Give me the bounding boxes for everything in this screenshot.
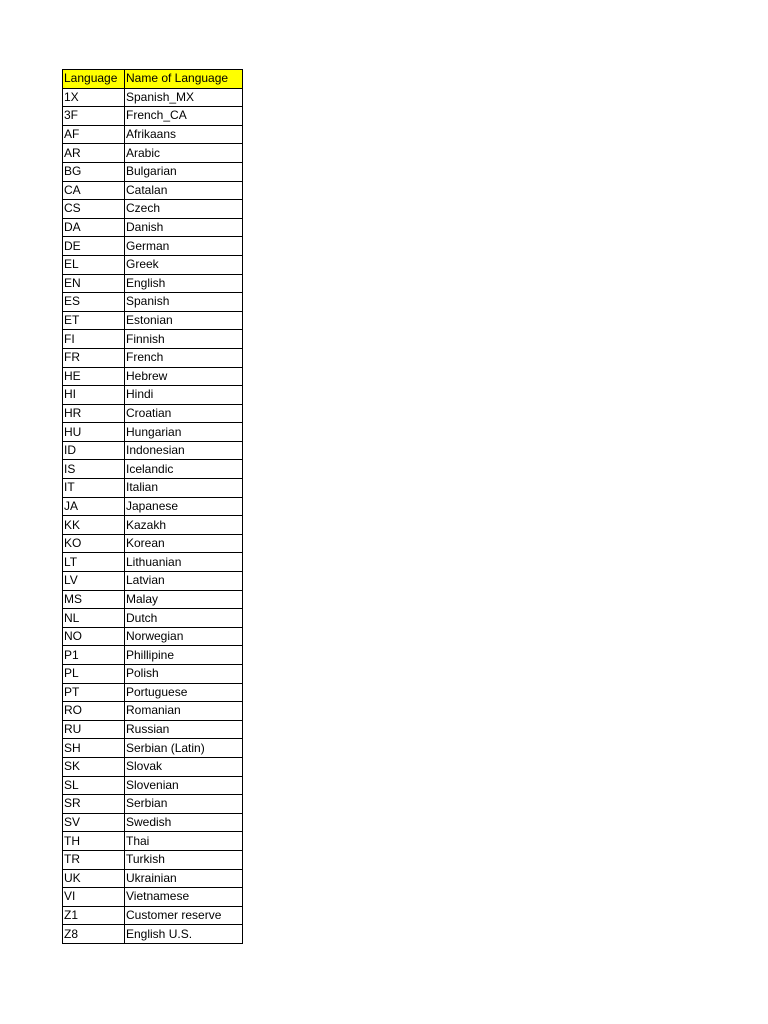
language-code-sheet	[62, 69, 243, 944]
table-row	[63, 516, 243, 535]
language-name-cell: French_CA	[125, 107, 243, 126]
table-row	[63, 311, 243, 330]
table-row	[63, 107, 243, 126]
language-name-cell: English	[125, 274, 243, 293]
language-name-cell: French	[125, 348, 243, 367]
table-row	[63, 88, 243, 107]
language-code-cell: HU	[63, 423, 125, 442]
language-code-cell: SR	[63, 795, 125, 814]
language-name-cell: Spanish	[125, 293, 243, 312]
table-row	[63, 906, 243, 925]
language-code-cell: RO	[63, 702, 125, 721]
language-code-cell: KO	[63, 534, 125, 553]
language-name-cell: Korean	[125, 534, 243, 553]
language-name-cell: Icelandic	[125, 460, 243, 479]
language-name-cell: Romanian	[125, 702, 243, 721]
language-name-cell: Serbian (Latin)	[125, 739, 243, 758]
table-row	[63, 200, 243, 219]
language-name-cell: Indonesian	[125, 441, 243, 460]
language-name-cell: Malay	[125, 590, 243, 609]
language-code-cell: TR	[63, 850, 125, 869]
language-code-cell: CA	[63, 181, 125, 200]
language-code-cell: JA	[63, 497, 125, 516]
language-code-cell: PT	[63, 683, 125, 702]
language-code-cell: SK	[63, 757, 125, 776]
table-body	[63, 88, 243, 943]
language-code-cell: IT	[63, 479, 125, 498]
table-row	[63, 367, 243, 386]
language-table	[62, 69, 243, 944]
language-code-cell: NL	[63, 609, 125, 628]
table-row	[63, 125, 243, 144]
language-name-cell: Ukrainian	[125, 869, 243, 888]
table-row	[63, 925, 243, 944]
language-code-cell: ID	[63, 441, 125, 460]
table-row	[63, 888, 243, 907]
table-row	[63, 348, 243, 367]
table-row	[63, 832, 243, 851]
table-row	[63, 795, 243, 814]
language-name-cell: Portuguese	[125, 683, 243, 702]
language-name-cell: Danish	[125, 218, 243, 237]
language-name-cell: Customer reserve	[125, 906, 243, 925]
table-row	[63, 534, 243, 553]
language-code-cell: IS	[63, 460, 125, 479]
language-name-cell: Japanese	[125, 497, 243, 516]
language-code-cell: ET	[63, 311, 125, 330]
language-name-cell: Bulgarian	[125, 162, 243, 181]
language-name-cell: Hindi	[125, 386, 243, 405]
language-name-cell: Swedish	[125, 813, 243, 832]
language-code-cell: LT	[63, 553, 125, 572]
table-row	[63, 404, 243, 423]
language-code-cell: P1	[63, 646, 125, 665]
language-code-cell: DA	[63, 218, 125, 237]
language-name-cell: Catalan	[125, 181, 243, 200]
language-code-cell: HI	[63, 386, 125, 405]
language-name-cell: Turkish	[125, 850, 243, 869]
table-row	[63, 330, 243, 349]
table-row	[63, 627, 243, 646]
table-row	[63, 144, 243, 163]
table-row	[63, 813, 243, 832]
language-name-cell: Greek	[125, 255, 243, 274]
language-name-cell: Phillipine	[125, 646, 243, 665]
table-row	[63, 218, 243, 237]
header-row	[63, 70, 243, 89]
language-code-cell: FI	[63, 330, 125, 349]
table-row	[63, 776, 243, 795]
table-row	[63, 255, 243, 274]
language-name-cell: Lithuanian	[125, 553, 243, 572]
table-row	[63, 646, 243, 665]
language-code-cell: EN	[63, 274, 125, 293]
table-row	[63, 460, 243, 479]
language-name-cell: Dutch	[125, 609, 243, 628]
language-code-cell: NO	[63, 627, 125, 646]
language-code-cell: MS	[63, 590, 125, 609]
table-row	[63, 702, 243, 721]
language-code-cell: AF	[63, 125, 125, 144]
language-code-cell: KK	[63, 516, 125, 535]
language-code-cell: 1X	[63, 88, 125, 107]
language-code-cell: PL	[63, 665, 125, 684]
language-code-cell: CS	[63, 200, 125, 219]
table-row	[63, 720, 243, 739]
language-code-cell: LV	[63, 572, 125, 591]
language-code-cell: RU	[63, 720, 125, 739]
language-name-cell: Latvian	[125, 572, 243, 591]
language-code-cell: Z1	[63, 906, 125, 925]
language-code-cell: HE	[63, 367, 125, 386]
table-row	[63, 237, 243, 256]
table-row	[63, 590, 243, 609]
table-row	[63, 162, 243, 181]
table-row	[63, 293, 243, 312]
language-name-cell: English U.S.	[125, 925, 243, 944]
language-code-cell: VI	[63, 888, 125, 907]
language-name-cell: German	[125, 237, 243, 256]
table-row	[63, 850, 243, 869]
language-code-cell: TH	[63, 832, 125, 851]
language-name-cell: Kazakh	[125, 516, 243, 535]
language-name-cell: Afrikaans	[125, 125, 243, 144]
table-row	[63, 386, 243, 405]
language-code-cell: SH	[63, 739, 125, 758]
table-row	[63, 869, 243, 888]
language-code-cell: EL	[63, 255, 125, 274]
column-header-language: Language	[63, 70, 125, 89]
language-name-cell: Polish	[125, 665, 243, 684]
language-name-cell: Hungarian	[125, 423, 243, 442]
table-row	[63, 609, 243, 628]
language-name-cell: Serbian	[125, 795, 243, 814]
language-code-cell: HR	[63, 404, 125, 423]
language-code-cell: DE	[63, 237, 125, 256]
table-row	[63, 665, 243, 684]
language-name-cell: Norwegian	[125, 627, 243, 646]
language-name-cell: Croatian	[125, 404, 243, 423]
language-name-cell: Arabic	[125, 144, 243, 163]
table-row	[63, 757, 243, 776]
language-name-cell: Spanish_MX	[125, 88, 243, 107]
language-name-cell: Thai	[125, 832, 243, 851]
table-row	[63, 683, 243, 702]
language-name-cell: Italian	[125, 479, 243, 498]
language-name-cell: Czech	[125, 200, 243, 219]
language-code-cell: 3F	[63, 107, 125, 126]
table-row	[63, 553, 243, 572]
language-code-cell: SV	[63, 813, 125, 832]
language-code-cell: BG	[63, 162, 125, 181]
language-name-cell: Finnish	[125, 330, 243, 349]
table-row	[63, 739, 243, 758]
table-row	[63, 479, 243, 498]
language-code-cell: UK	[63, 869, 125, 888]
language-code-cell: ES	[63, 293, 125, 312]
language-name-cell: Russian	[125, 720, 243, 739]
table-header	[63, 70, 243, 89]
column-header-name-of-language: Name of Language	[125, 70, 243, 89]
table-row	[63, 274, 243, 293]
language-name-cell: Slovak	[125, 757, 243, 776]
table-row	[63, 497, 243, 516]
language-name-cell: Estonian	[125, 311, 243, 330]
language-code-cell: AR	[63, 144, 125, 163]
table-row	[63, 572, 243, 591]
language-code-cell: Z8	[63, 925, 125, 944]
table-row	[63, 441, 243, 460]
table-row	[63, 181, 243, 200]
language-code-cell: FR	[63, 348, 125, 367]
language-name-cell: Slovenian	[125, 776, 243, 795]
language-code-cell: SL	[63, 776, 125, 795]
table-row	[63, 423, 243, 442]
language-name-cell: Hebrew	[125, 367, 243, 386]
language-name-cell: Vietnamese	[125, 888, 243, 907]
